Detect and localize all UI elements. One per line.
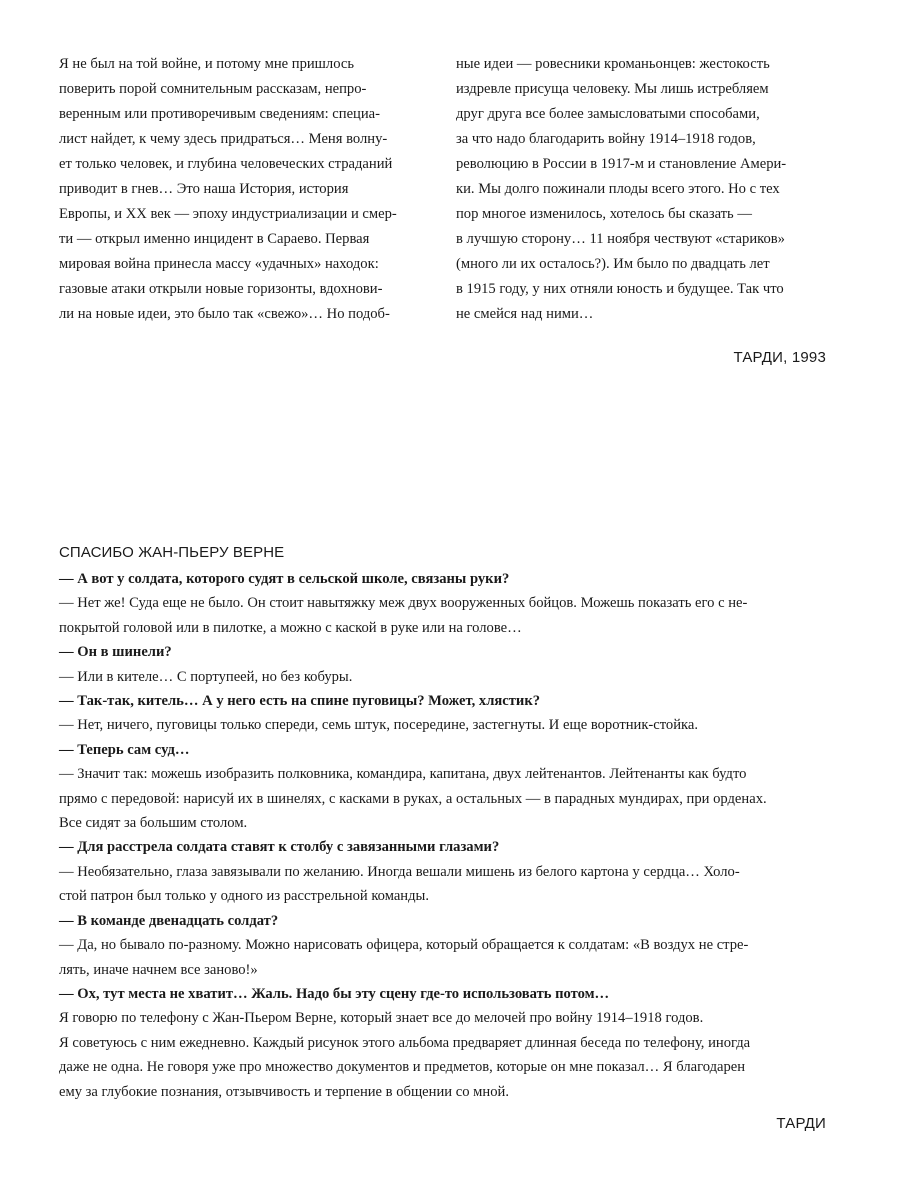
intro-signature: ТАРДИ, 1993 — [733, 349, 826, 366]
thanks-heading: СПАСИБО ЖАН-ПЬЕРУ ВЕРНЕ — [59, 544, 285, 561]
dialogue-line: Все сидят за большим столом. — [59, 815, 248, 832]
text-line: мировая война принесла массу «удачных» находок: — [59, 256, 379, 272]
text-line: издревле присуща человеку. Мы лишь истребляем — [456, 81, 769, 97]
text-line: не смейся над ними… — [456, 306, 594, 322]
dialogue-line: — Нет, ничего, пуговицы только спереди, семь штук, посередине, застегнуты. И еще воротник-стойка. — [59, 717, 699, 734]
thanks-signature: ТАРДИ — [776, 1115, 826, 1132]
dialogue-line: Я говорю по телефону с Жан-Пьером Верне, который знает все до мелочей про войну 1914–1918 годов. — [59, 1010, 704, 1027]
text-line: за что надо благодарить войну 1914–1918 годов, — [456, 131, 756, 147]
dialogue-line: ему за глубокие познания, отзывчивость и терпение в общении со мной. — [59, 1083, 509, 1100]
text-line: Я не был на той войне, и потому мне пришлось — [59, 56, 354, 72]
dialogue-line: — Или в кителе… С портупеей, но без кобуры. — [59, 668, 353, 685]
text-line: ные идеи — ровесники кроманьонцев: жестокость — [456, 56, 770, 72]
dialogue-line: лять, иначе начнем все заново!» — [59, 961, 258, 978]
text-line: газовые атаки открыли новые горизонты, вдохнови- — [59, 281, 383, 297]
text-line: поверить порой сомнительным рассказам, непро- — [59, 81, 367, 97]
dialogue-line: Я советуюсь с ним ежедневно. Каждый рисунок этого альбома предваряет длинная беседа по телефону, иногда — [59, 1034, 751, 1051]
dialogue-line: — Так-так, китель… А у него есть на спине пуговицы? Может, хлястик? — [59, 693, 541, 710]
dialogue-line: — Он в шинели? — [59, 644, 172, 661]
dialogue-line: — Теперь сам суд… — [59, 741, 190, 758]
dialogue-line: — Нет же! Суда еще не было. Он стоит навытяжку меж двух вооруженных бойцов. Можешь показать его с не- — [59, 595, 748, 612]
text-line: ки. Мы долго пожинали плоды всего этого. Но с тех — [456, 181, 780, 197]
dialogue-line: прямо с передовой: нарисуй их в шинелях, с касками в руках, а остальных — в парадных мундирах, при орденах. — [59, 790, 767, 807]
text-line: ли на новые идеи, это было так «свежо»… Но подоб- — [59, 306, 390, 322]
dialogue-line: покрытой головой или в пилотке, а можно с каской в руке или на голове… — [59, 619, 522, 636]
text-line: приводит в гнев… Это наша История, история — [59, 181, 349, 197]
text-line: в лучшую сторону… 11 ноября чествуют «стариков» — [456, 231, 785, 247]
text-line: друг друга все более замысловатыми способами, — [456, 106, 760, 122]
dialogue-line: — Значит так: можешь изобразить полковника, командира, капитана, двух лейтенантов. Лейтенанты как будто — [59, 766, 747, 783]
text-line: лист найдет, к чему здесь придраться… Меня волну- — [59, 131, 388, 147]
text-line: в 1915 году, у них отняли юность и будущее. Так что — [456, 281, 784, 297]
text-line: пор многое изменилось, хотелось бы сказать — — [456, 206, 752, 222]
dialogue-line: — В команде двенадцать солдат? — [59, 912, 279, 929]
text-line: веренным или противоречивым сведениям: специа- — [59, 106, 381, 122]
dialogue-line: — Ох, тут места не хватит… Жаль. Надо бы эту сцену где-то использовать потом… — [59, 985, 610, 1002]
text-line: Европы, и XX век — эпоху индустриализации и смер- — [59, 206, 397, 222]
dialogue-line: стой патрон был только у одного из расстрельной команды. — [59, 888, 429, 905]
text-line: (много ли их осталось?). Им было по двадцать лет — [456, 256, 770, 272]
text-line: ти — открыл именно инцидент в Сараево. Первая — [59, 231, 370, 247]
intro-right-column — [456, 52, 836, 327]
dialogue-line: — Для расстрела солдата ставят к столбу с завязанными глазами? — [59, 839, 500, 856]
text-line: революцию в России в 1917-м и становление Амери- — [456, 156, 787, 172]
intro-left-column — [59, 52, 431, 327]
dialogue-line: — Необязательно, глаза завязывали по желанию. Иногда вешали мишень из белого картона у сердца… Холо- — [59, 863, 740, 880]
dialogue-line: — Да, но бывало по-разному. Можно нарисовать офицера, который обращается к солдатам: «В воздух не стре- — [59, 937, 749, 954]
dialogue-line: даже не одна. Не говоря уже про множество документов и предметов, которые он мне показал… Я благодарен — [59, 1059, 746, 1076]
text-line: ет только человек, и глубина человеческих страданий — [59, 156, 393, 172]
thanks-dialogue — [59, 567, 849, 1104]
dialogue-line: — А вот у солдата, которого судят в сельской школе, связаны руки? — [59, 571, 510, 587]
